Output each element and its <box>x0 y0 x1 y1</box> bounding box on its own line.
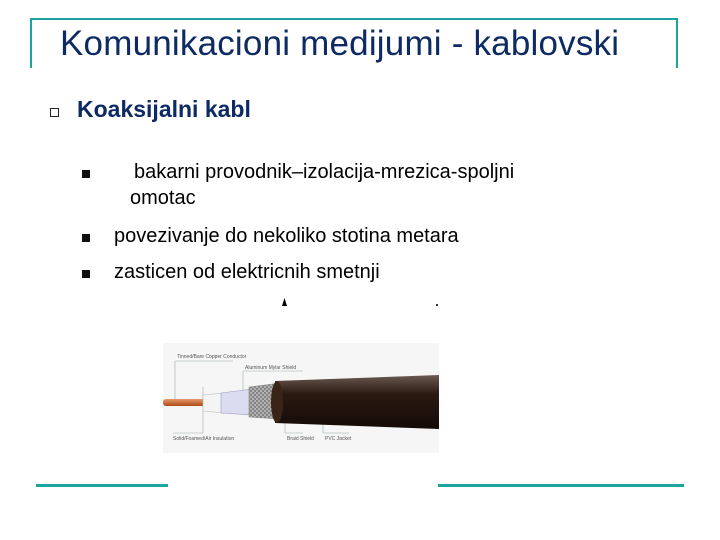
stray-mark <box>436 304 438 306</box>
bottom-rule-left <box>36 484 168 487</box>
square-bullet-icon <box>82 234 90 242</box>
section-heading: Koaksijalni kabl <box>77 96 251 122</box>
label-jacket: PVC Jacket <box>325 436 352 442</box>
hollow-square-bullet-icon <box>50 108 59 117</box>
label-conductor: Tinned/Bare Copper Conductor <box>177 354 247 360</box>
bullet-text: bakarni provodnik–izolacija-mrezica-spoljni <box>134 161 515 183</box>
slide-title: Komunikacioni medijumi - kablovski <box>60 24 620 63</box>
label-insulation: Solid/Foamed/Air Insulation <box>173 436 235 442</box>
square-bullet-icon <box>82 170 90 178</box>
frame-left-border <box>30 18 32 68</box>
label-shield: Aluminum Mylar Shield <box>245 365 297 371</box>
square-bullet-icon <box>82 270 90 278</box>
bullet-item <box>78 260 598 286</box>
heading-item <box>50 96 251 123</box>
bullet-text: povezivanje do nekoliko stotina metara <box>114 225 459 247</box>
bullet-item <box>78 224 598 250</box>
bullet-text: zasticen od elektricnih smetnji <box>114 261 380 283</box>
bottom-rule-right <box>438 484 684 487</box>
frame-top-border <box>30 18 678 20</box>
label-braid: Braid Shield <box>287 436 314 442</box>
stray-mark <box>282 298 287 306</box>
coaxial-cable-image <box>163 343 439 453</box>
bullet-text-continuation: omotac <box>130 187 196 209</box>
bullet-item <box>78 160 598 210</box>
frame-right-border <box>676 18 678 68</box>
